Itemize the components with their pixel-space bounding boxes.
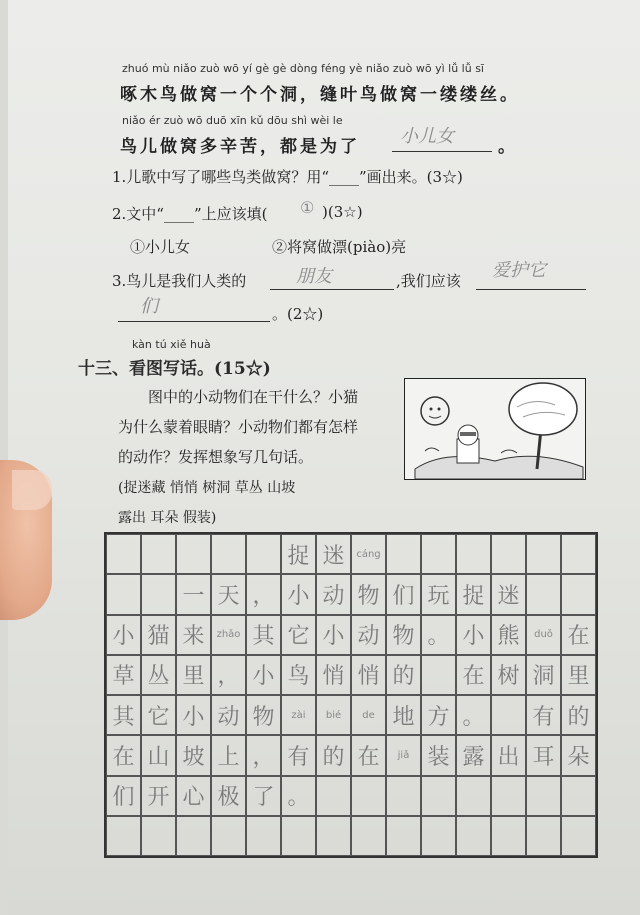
grid-cell[interactable]: 在 [351,735,386,775]
grid-cell[interactable]: 了 [246,776,281,816]
grid-cell[interactable]: 物 [351,574,386,614]
grid-cell[interactable]: 在 [106,735,141,775]
grid-cell[interactable]: 一 [176,574,211,614]
grid-cell[interactable] [386,534,421,574]
section13-pinyin: kàn tú xiě huà [132,338,211,351]
word-bank-1: (捉迷藏 悄悄 树洞 草丛 山坡 [118,480,296,496]
grid-cell[interactable]: 装 [421,735,456,775]
grid-cell[interactable] [141,534,176,574]
grid-cell[interactable] [316,816,351,856]
grid-cell[interactable]: 动 [211,695,246,735]
grid-cell[interactable] [211,534,246,574]
grid-cell[interactable]: 的 [316,735,351,775]
grid-cell[interactable] [491,695,526,735]
grid-cell[interactable] [141,816,176,856]
grid-cell[interactable] [421,655,456,695]
grid-cell[interactable]: 小 [316,615,351,655]
grid-cell[interactable]: 动 [351,615,386,655]
grid-cell[interactable]: 它 [281,615,316,655]
grid-cell[interactable] [386,776,421,816]
question-2: 2.文中“____”上应该填( [112,205,268,223]
grid-cell[interactable]: 们 [386,574,421,614]
question-1: 1.儿歌中写了哪些鸟类做窝？用“____”画出来。(3☆) [112,168,463,186]
grid-cell[interactable]: 悄 [351,655,386,695]
grid-cell[interactable] [561,534,596,574]
grid-cell[interactable] [211,816,246,856]
answer-blank[interactable] [392,150,492,152]
illustration-drawing [405,379,585,479]
option-1: ①小儿女 [130,238,191,256]
grid-cell[interactable]: cáng [351,534,386,574]
grid-cell[interactable]: 小 [106,615,141,655]
grid-cell[interactable]: 。 [281,776,316,816]
grid-cell[interactable]: 地 [386,695,421,735]
grid-cell[interactable]: 它 [141,695,176,735]
grid-cell[interactable]: 露 [456,735,491,775]
question-3-answer-2: 爱护它 [492,260,546,281]
grid-cell[interactable]: zài [281,695,316,735]
poem-line2: 鸟儿做窝多辛苦，都是为了 [120,137,360,157]
grid-cell[interactable] [141,574,176,614]
grid-cell[interactable]: 极 [211,776,246,816]
option-2: ②将窝做漂(piào)亮 [272,238,407,256]
grid-cell[interactable] [526,574,561,614]
grid-cell[interactable] [491,534,526,574]
grid-cell[interactable] [561,816,596,856]
grid-cell[interactable] [386,816,421,856]
grid-cell[interactable]: 的 [561,695,596,735]
grid-cell[interactable]: 捉 [281,534,316,574]
question-2-answer: ① [300,198,315,217]
grid-cell[interactable] [456,776,491,816]
grid-cell[interactable]: 心 [176,776,211,816]
grid-cell[interactable]: 小 [176,695,211,735]
poem-line1: 啄木鸟做窝一个个洞，缝叶鸟做窝一缕缕丝。 [120,85,520,105]
grid-cell[interactable]: 天 [211,574,246,614]
question-3-mid: ,我们应该 [396,272,461,290]
photo-thumbnail-nail [12,470,52,510]
poem-line2-end: 。 [498,137,518,157]
section13-title: 十三、看图写话。(15☆) [78,359,271,379]
question-2-score: )(3☆) [322,203,363,221]
question-3: 3.鸟儿是我们人类的 [112,272,247,290]
grid-cell[interactable] [351,776,386,816]
answer-blank[interactable] [270,288,394,290]
grid-cell[interactable]: 小 [281,574,316,614]
question-3-answer-1: 朋友 [296,266,332,287]
writing-grid[interactable] [104,532,598,858]
grid-cell[interactable] [491,776,526,816]
grid-cell[interactable]: 有 [526,695,561,735]
grid-cell[interactable]: 猫 [141,615,176,655]
grid-cell[interactable]: 动 [316,574,351,614]
grid-cell[interactable] [316,776,351,816]
grid-cell[interactable]: 物 [386,615,421,655]
prompt-line-2: 为什么蒙着眼睛？小动物们都有怎样 [118,418,359,436]
grid-cell[interactable]: ， [246,574,281,614]
grid-cell[interactable]: 开 [141,776,176,816]
grid-cell[interactable] [176,534,211,574]
grid-cell[interactable] [526,534,561,574]
grid-cell[interactable]: duǒ [526,615,561,655]
grid-cell[interactable]: 树 [491,655,526,695]
grid-cell[interactable] [106,816,141,856]
grid-cell[interactable]: jiǎ [386,735,421,775]
grid-cell[interactable]: 草 [106,655,141,695]
grid-cell[interactable] [561,574,596,614]
grid-cell[interactable]: 里 [176,655,211,695]
grid-cell[interactable]: 悄 [316,655,351,695]
grid-cell[interactable] [176,816,211,856]
grid-cell[interactable]: 朵 [561,735,596,775]
grid-cell[interactable]: 们 [106,776,141,816]
grid-cell[interactable]: 洞 [526,655,561,695]
tree-icon [509,383,577,435]
grid-cell[interactable]: 其 [106,695,141,735]
grid-cell[interactable]: ， [246,735,281,775]
illustration-image [404,378,586,480]
grid-cell[interactable]: 耳 [526,735,561,775]
handwritten-answer: 小儿女 [400,126,454,147]
question-3-end: 。(2☆) [272,305,324,323]
grid-cell[interactable]: 物 [246,695,281,735]
grid-cell[interactable]: 迷 [316,534,351,574]
grid-cell[interactable] [491,816,526,856]
grid-cell[interactable]: de [351,695,386,735]
poem-line2-pinyin: niǎo ér zuò wō duō xīn kǔ dōu shì wèi le [122,114,343,127]
grid-cell[interactable]: 在 [456,655,491,695]
grid-cell[interactable]: 在 [561,615,596,655]
grid-cell[interactable] [561,776,596,816]
grid-cell[interactable]: 鸟 [281,655,316,695]
grid-cell[interactable]: 其 [246,615,281,655]
grid-cell[interactable]: 小 [456,615,491,655]
poem-line1-pinyin: zhuó mù niǎo zuò wō yí gè gè dòng féng yè niǎo zuò wō yì lǚ lǚ sī [122,62,484,75]
answer-blank[interactable] [118,320,270,322]
grid-cell[interactable] [456,816,491,856]
word-bank-2: 露出 耳朵 假装) [118,510,217,526]
grid-cell[interactable]: 小 [246,655,281,695]
grid-cell[interactable]: 山 [141,735,176,775]
grid-cell[interactable]: 捉 [456,574,491,614]
grid-cell[interactable] [246,816,281,856]
grid-cell[interactable] [106,574,141,614]
grid-cell[interactable]: 熊 [491,615,526,655]
grid-cell[interactable] [106,534,141,574]
prompt-line-3: 的动作？发挥想象写几句话。 [118,448,314,466]
question-3-answer-3: 们 [140,296,158,317]
grid-cell[interactable] [526,816,561,856]
grid-cell[interactable] [246,534,281,574]
grid-cell[interactable]: 的 [386,655,421,695]
grid-cell[interactable]: ， [211,655,246,695]
grid-cell[interactable]: bié [316,695,351,735]
grid-cell[interactable]: 。 [421,615,456,655]
grid-cell[interactable]: 上 [211,735,246,775]
prompt-line-1: 图中的小动物们在干什么？小猫 [148,388,359,406]
grid-cell[interactable]: 玩 [421,574,456,614]
grid-cell[interactable]: 出 [491,735,526,775]
grid-cell[interactable]: 。 [456,695,491,735]
grid-cell[interactable]: 丛 [141,655,176,695]
grid-cell[interactable]: 坡 [176,735,211,775]
grid-cell[interactable]: 里 [561,655,596,695]
grid-cell[interactable] [421,776,456,816]
grid-cell[interactable]: 迷 [491,574,526,614]
grid-cell[interactable]: 有 [281,735,316,775]
grid-cell[interactable]: 来 [176,615,211,655]
grid-cell[interactable] [421,534,456,574]
grid-cell[interactable] [456,534,491,574]
grid-cell[interactable] [526,776,561,816]
sun-icon [421,397,449,425]
grid-cell[interactable] [281,816,316,856]
grid-cell[interactable]: 方 [421,695,456,735]
grid-cell[interactable] [351,816,386,856]
answer-blank[interactable] [476,288,586,290]
grid-cell[interactable] [421,816,456,856]
grid-cell[interactable]: zhǎo [211,615,246,655]
